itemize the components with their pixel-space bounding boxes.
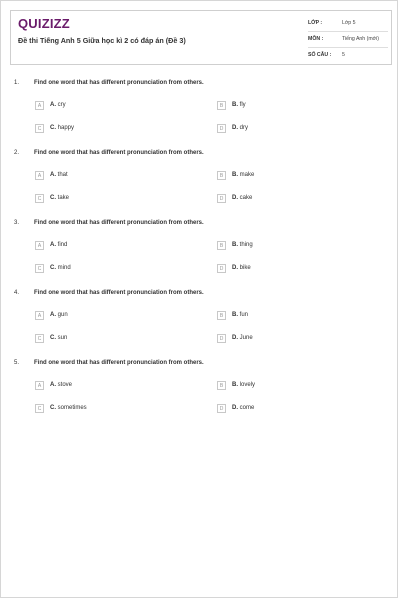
- question-text: Find one word that has different pronunciation from others.: [34, 360, 204, 366]
- meta-key: LỚP :: [308, 20, 323, 26]
- option-text: fun: [239, 312, 249, 318]
- option-checkbox[interactable]: B: [217, 171, 226, 180]
- meta-value: Tiếng Anh (mới): [342, 36, 379, 42]
- option-letter: B.: [232, 312, 238, 318]
- option-letter: D.: [232, 195, 238, 201]
- question-item: [1, 356, 400, 426]
- option-letter: B.: [232, 242, 238, 248]
- option-label: [50, 242, 67, 248]
- question-item: [1, 286, 400, 356]
- option-letter: C.: [50, 335, 56, 341]
- option-label: [232, 242, 253, 248]
- question-number: 1.: [14, 80, 20, 86]
- option-checkbox[interactable]: D: [217, 124, 226, 133]
- option-text: mind: [57, 265, 71, 271]
- option-checkbox[interactable]: D: [217, 404, 226, 413]
- option-letter: A.: [50, 242, 56, 248]
- option-letter: D.: [232, 335, 238, 341]
- option-checkbox[interactable]: C: [35, 264, 44, 273]
- option-text: that: [57, 172, 68, 178]
- option-checkbox[interactable]: B: [217, 101, 226, 110]
- question-number: 3.: [14, 220, 20, 226]
- option-text: take: [57, 195, 70, 201]
- option-text: cry: [57, 102, 66, 108]
- option-label: [232, 172, 254, 178]
- option-text: lovely: [239, 382, 256, 388]
- option-label: [50, 335, 67, 341]
- option-label: [50, 382, 72, 388]
- option-text: make: [239, 172, 255, 178]
- option-checkbox[interactable]: C: [35, 404, 44, 413]
- question-text: Find one word that has different pronunciation from others.: [34, 80, 204, 86]
- option-text: gun: [57, 312, 68, 318]
- option-text: June: [239, 335, 253, 341]
- option-letter: A.: [50, 382, 56, 388]
- option-label: [50, 405, 87, 411]
- option-letter: B.: [232, 172, 238, 178]
- option-checkbox[interactable]: A: [35, 311, 44, 320]
- option-label: [232, 335, 253, 341]
- option-text: sun: [57, 335, 68, 341]
- option-letter: C.: [50, 195, 56, 201]
- option-label: [50, 265, 71, 271]
- option-label: [50, 312, 68, 318]
- option-checkbox[interactable]: C: [35, 334, 44, 343]
- option-text: bike: [239, 265, 251, 271]
- question-text: Find one word that has different pronunciation from others.: [34, 150, 204, 156]
- option-letter: D.: [232, 405, 238, 411]
- option-text: find: [57, 242, 68, 248]
- question-number: 2.: [14, 150, 20, 156]
- question-text: Find one word that has different pronunciation from others.: [34, 220, 204, 226]
- quizizz-logo: QUIZIZZ: [18, 16, 70, 31]
- option-checkbox[interactable]: D: [217, 334, 226, 343]
- option-label: [50, 125, 74, 131]
- meta-row-class: [308, 16, 388, 32]
- option-letter: C.: [50, 405, 56, 411]
- option-checkbox[interactable]: A: [35, 101, 44, 110]
- option-label: [50, 102, 66, 108]
- worksheet-meta: [308, 16, 388, 63]
- option-letter: C.: [50, 125, 56, 131]
- option-text: dry: [239, 125, 249, 131]
- option-text: cake: [239, 195, 253, 201]
- option-label: [50, 172, 68, 178]
- worksheet-header: [10, 10, 392, 65]
- option-text: fly: [239, 102, 246, 108]
- meta-row-question-count: [308, 48, 388, 63]
- option-text: happy: [57, 125, 75, 131]
- option-label: [232, 102, 246, 108]
- option-label: [232, 405, 254, 411]
- option-checkbox[interactable]: A: [35, 241, 44, 250]
- option-label: [232, 195, 252, 201]
- question-text: Find one word that has different pronunciation from others.: [34, 290, 204, 296]
- meta-key: MÔN :: [308, 36, 324, 42]
- option-text: stove: [57, 382, 73, 388]
- option-letter: B.: [232, 382, 238, 388]
- question-list: [1, 76, 400, 426]
- option-checkbox[interactable]: B: [217, 311, 226, 320]
- option-checkbox[interactable]: B: [217, 241, 226, 250]
- option-checkbox[interactable]: C: [35, 194, 44, 203]
- option-letter: A.: [50, 312, 56, 318]
- option-checkbox[interactable]: C: [35, 124, 44, 133]
- option-label: [50, 195, 69, 201]
- option-letter: A.: [50, 172, 56, 178]
- question-item: [1, 76, 400, 146]
- option-checkbox[interactable]: A: [35, 381, 44, 390]
- option-text: sometimes: [57, 405, 87, 411]
- option-letter: D.: [232, 265, 238, 271]
- option-label: [232, 125, 248, 131]
- option-label: [232, 312, 248, 318]
- option-checkbox[interactable]: A: [35, 171, 44, 180]
- question-item: [1, 146, 400, 216]
- option-letter: D.: [232, 125, 238, 131]
- question-number: 5.: [14, 360, 20, 366]
- question-number: 4.: [14, 290, 20, 296]
- option-letter: C.: [50, 265, 56, 271]
- option-label: [232, 382, 255, 388]
- question-item: [1, 216, 400, 286]
- option-checkbox[interactable]: D: [217, 194, 226, 203]
- option-letter: B.: [232, 102, 238, 108]
- option-text: thing: [239, 242, 253, 248]
- meta-row-subject: [308, 32, 388, 48]
- option-letter: A.: [50, 102, 56, 108]
- worksheet-title: Đề thi Tiếng Anh 5 Giữa học kì 2 có đáp án (Đề 3): [18, 36, 186, 45]
- meta-value: Lớp 5: [342, 20, 356, 26]
- option-label: [232, 265, 251, 271]
- option-checkbox[interactable]: B: [217, 381, 226, 390]
- option-text: come: [239, 405, 255, 411]
- meta-key: SỐ CÂU :: [308, 52, 332, 58]
- meta-value: 5: [342, 52, 345, 58]
- option-checkbox[interactable]: D: [217, 264, 226, 273]
